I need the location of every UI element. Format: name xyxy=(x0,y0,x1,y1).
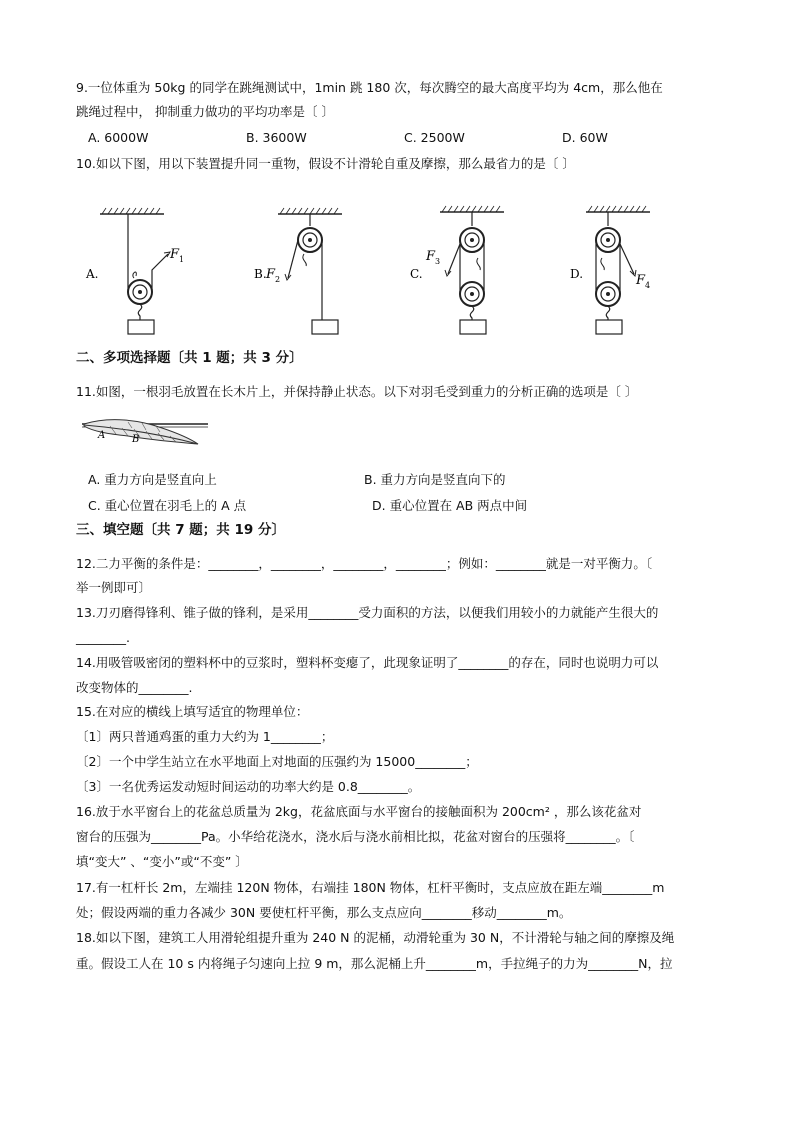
q16-line1: 16.放于水平窗台上的花盆总质量为 2kg，花盆底面与水平窗台的接触面积为 200cm² ，那么该花盆对 xyxy=(76,804,642,819)
q9-stem-line2: 跳绳过程中， 抑制重力做功的平均功率是〔 〕 xyxy=(76,104,334,119)
force-f3-label: F xyxy=(426,249,436,264)
force-f1-label: F xyxy=(170,247,180,262)
q15-sub2: 〔2〕一个中学生站立在水平地面上对地面的压强约为 15000________； xyxy=(76,754,478,769)
force-f2-sub: 2 xyxy=(275,275,281,284)
figure-b-label: B. xyxy=(254,267,267,281)
q10-stem: 10.如以下图，用以下装置提升同一重物，假设不计滑轮自重及摩擦，那么最省力的是〔 〕 xyxy=(76,156,575,171)
force-f2-label: F xyxy=(266,267,276,282)
figure-a-label: A. xyxy=(86,267,99,281)
force-f4-sub: 4 xyxy=(645,281,651,290)
force-f4-label: F xyxy=(636,273,646,288)
q18-line2: 重。假设工人在 10 s 内将绳子匀速向上拉 9 m，那么泥桶上升________m，手拉绳子的力为________N，拉 xyxy=(76,956,673,971)
q15-sub1: 〔1〕两只普通鸡蛋的重力大约为 1________； xyxy=(76,729,334,744)
q9-option-c: C. 2500W xyxy=(404,130,465,145)
q18-line1: 18.如以下图，建筑工人用滑轮组提升重为 240 N 的泥桶，动滑轮重为 30 N，不计滑轮与轴之间的摩擦及绳 xyxy=(76,930,675,945)
q15-stem: 15.在对应的横线上填写适宜的物理单位： xyxy=(76,704,309,719)
q14-line2: 改变物体的________. xyxy=(76,680,193,695)
figure-d-label: D. xyxy=(570,267,584,281)
q9-stem-line1: 9.一位体重为 50kg 的同学在跳绳测试中，1min 跳 180 次，每次腾空的最大高度平均为 4cm，那么他在 xyxy=(76,80,663,95)
q9-option-b: B. 3600W xyxy=(246,130,307,145)
feather-figure xyxy=(80,412,210,454)
q15-sub3: 〔3〕一名优秀运发动短时间运动的功率大约是 0.8________。 xyxy=(76,779,421,794)
q11-option-b: B. 重力方向是竖直向下的 xyxy=(364,472,506,487)
point-b-label: B xyxy=(132,434,140,445)
q16-line2: 窗台的压强为________Pa。小华给花浇水，浇水后与浇水前相比拟，花盆对窗台的压强将________。〔 xyxy=(76,829,635,844)
section-2-heading: 二、多项选择题〔共 1 题；共 3 分〕 xyxy=(76,350,303,366)
pulley-figure-a xyxy=(85,208,184,334)
pulley-figure-c xyxy=(410,206,504,334)
force-f1-sub: 1 xyxy=(179,255,185,264)
q12-line2: 举一例即可〕 xyxy=(76,580,152,595)
figure-c-label: C. xyxy=(410,267,423,281)
section-3-heading: 三、填空题〔共 7 题；共 19 分〕 xyxy=(76,522,285,538)
pulley-figure-b xyxy=(254,208,342,334)
q13-line2: ________. xyxy=(76,630,130,645)
q13-line1: 13.刀刃磨得锋利、锥子做的锋利，是采用________受力面积的方法，以便我们用较小的力就能产生很大的 xyxy=(76,605,659,620)
point-a-label: A xyxy=(98,430,106,441)
q14-line1: 14.用吸管吸密闭的塑料杯中的豆浆时，塑料杯变瘪了，此现象证明了________的存在，同时也说明力可以 xyxy=(76,655,659,670)
q9-option-d: D. 60W xyxy=(562,130,608,145)
q11-option-c: C. 重心位置在羽毛上的 A 点 xyxy=(88,498,247,513)
q17-line2: 处；假设两端的重力各减少 30N 要使杠杆平衡，那么支点应向________移动________m。 xyxy=(76,905,572,920)
force-f3-sub: 3 xyxy=(435,257,441,266)
q11-option-a: A. 重力方向是竖直向上 xyxy=(88,472,217,487)
q11-option-d: D. 重心位置在 AB 两点中间 xyxy=(372,498,528,513)
pulley-figure-d xyxy=(570,206,650,334)
q10-pulley-figures xyxy=(76,196,676,344)
q17-line1: 17.有一杠杆长 2m，左端挂 120N 物体，右端挂 180N 物体，杠杆平衡时，支点应放在距左端________m xyxy=(76,880,665,895)
q9-option-a: A. 6000W xyxy=(88,130,149,145)
q11-stem: 11.如图，一根羽毛放置在长木片上，并保持静止状态。以下对羽毛受到重力的分析正确的选项是〔 〕 xyxy=(76,384,638,399)
q12-line1: 12.二力平衡的条件是：________，________，________，________；例如：________就是一对平衡力。〔 xyxy=(76,556,653,571)
q16-line3: 填“变大” 、“变小”或“不变” 〕 xyxy=(76,854,248,869)
